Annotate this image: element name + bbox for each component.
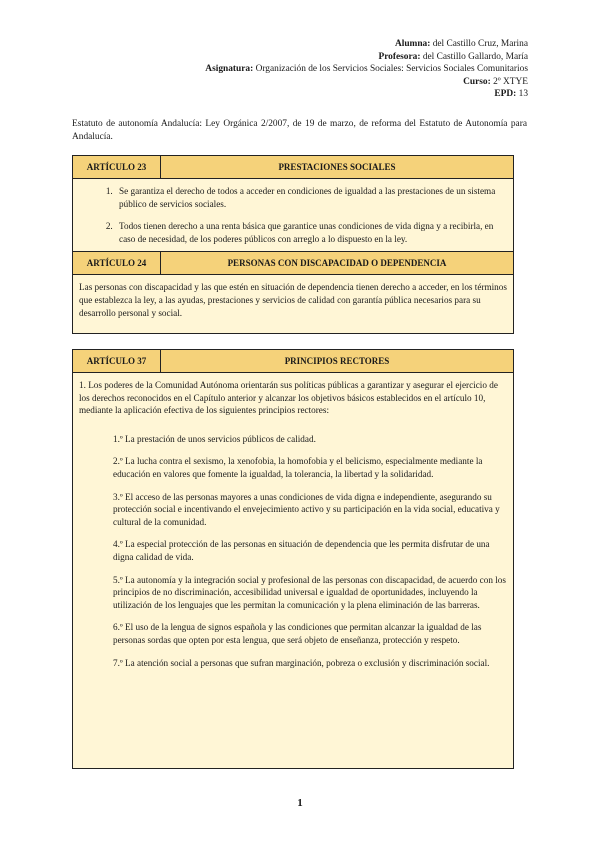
article-title: PRESTACIONES SOCIALES — [278, 162, 396, 172]
header-asignatura: Asignatura: Organización de los Servicios Sociales: Servicios Sociales Comunitarios — [205, 64, 528, 75]
principle-item: 6.º El uso de la lengua de signos española y las condiciones que permitan alcanzar la igualdad de las personas sordas que opten por esta lengua, que será objeto de enseñanza, protección y respeto. — [113, 622, 482, 645]
article-intro: 1. Los poderes de la Comunidad Autónoma orientarán sus políticas públicas a garantizar y asegurar el ejercicio de los derechos reconocidos en el Capítulo anterior y alcanzar los objetivos básicos establecidos en el artículo 10, mediante la aplicación efectiva de los siguientes principios rectores: — [79, 380, 498, 416]
principle-item: 4.º La especial protección de las personas en situación de dependencia que les permita disfrutar de una digna calidad de vida. — [113, 539, 490, 562]
header-epd: EPD: 13 — [494, 89, 528, 100]
article-23-body — [73, 179, 513, 252]
principle-item: 2.º La lucha contra el sexismo, la xenofobia, la homofobia y el belicismo, especialmente mediante la educación en valores que fomente la igualdad, la tolerancia, la libertad y la solidaridad. — [113, 456, 483, 479]
document-header — [205, 38, 528, 101]
principle-item: 3.º El acceso de las personas mayores a unas condiciones de vida digna e independiente, asegurando su protección social e incentivando el envejecimiento activo y su participación en la vida social, educativa y cultural de la comunidad. — [113, 491, 500, 527]
article-number: ARTÍCULO 23 — [73, 156, 161, 178]
list-item: 2. Todos tienen derecho a una renta básica que garantice unas condiciones de vida digna y a recibirla, en caso de necesidad, de los poderes públicos con arreglo a lo dispuesto en la ley. — [115, 220, 503, 245]
article-24-header — [73, 252, 513, 275]
principle-item: 5.º La autonomía y la integración social y profesional de las personas con discapacidad, de acuerdo con los principios de no discriminación, accesibilidad universal e igualdad de oportunidades, incluyendo la utilización de los lenguajes que les permitan la comunicación y la plena eliminación de las barreras. — [113, 574, 506, 610]
article-title: PRINCIPIOS RECTORES — [284, 356, 390, 366]
header-alumna: Alumna: del Castillo Cruz, Marina — [394, 39, 528, 49]
articles-table-1 — [72, 155, 514, 334]
article-number: ARTÍCULO 24 — [73, 252, 161, 274]
header-curso: Curso: 2º XTYE — [463, 76, 528, 87]
article-37-header — [73, 350, 513, 373]
article-text: Las personas con discapacidad y las que estén en situación de dependencia tienen derecho a acceder, en los términos que establezca la ley, a las ayudas, prestaciones y servicios de calidad con garantía pública necesarios para su desarrollo personal y social. — [79, 282, 507, 318]
article-number: ARTÍCULO 37 — [73, 350, 161, 372]
article-24-body — [73, 275, 513, 333]
header-profesora: Profesora: del Castillo Gallardo, María — [378, 51, 528, 62]
intro-paragraph: Estatuto de autonomía Andalucía: Ley Orgánica 2/2007, de 19 de marzo, de reforma del Estatuto de Autonomía para Andalucía. — [72, 119, 527, 142]
article-23-header — [73, 156, 513, 179]
article-title: PERSONAS CON DISCAPACIDAD O DEPENDENCIA — [227, 258, 447, 269]
principle-item: 1.º La prestación de unos servicios públicos de calidad. — [113, 433, 316, 444]
page-number: 1 — [297, 797, 303, 809]
principle-item: 7.º La atención social a personas que sufran marginación, pobreza o exclusión y discriminación social. — [113, 657, 490, 668]
articles-table-2 — [72, 349, 514, 769]
article-37-body — [73, 373, 513, 768]
list-item: 1. Se garantiza el derecho de todos a acceder en condiciones de igualdad a las prestaciones de un sistema público de servicios sociales. — [115, 185, 503, 210]
